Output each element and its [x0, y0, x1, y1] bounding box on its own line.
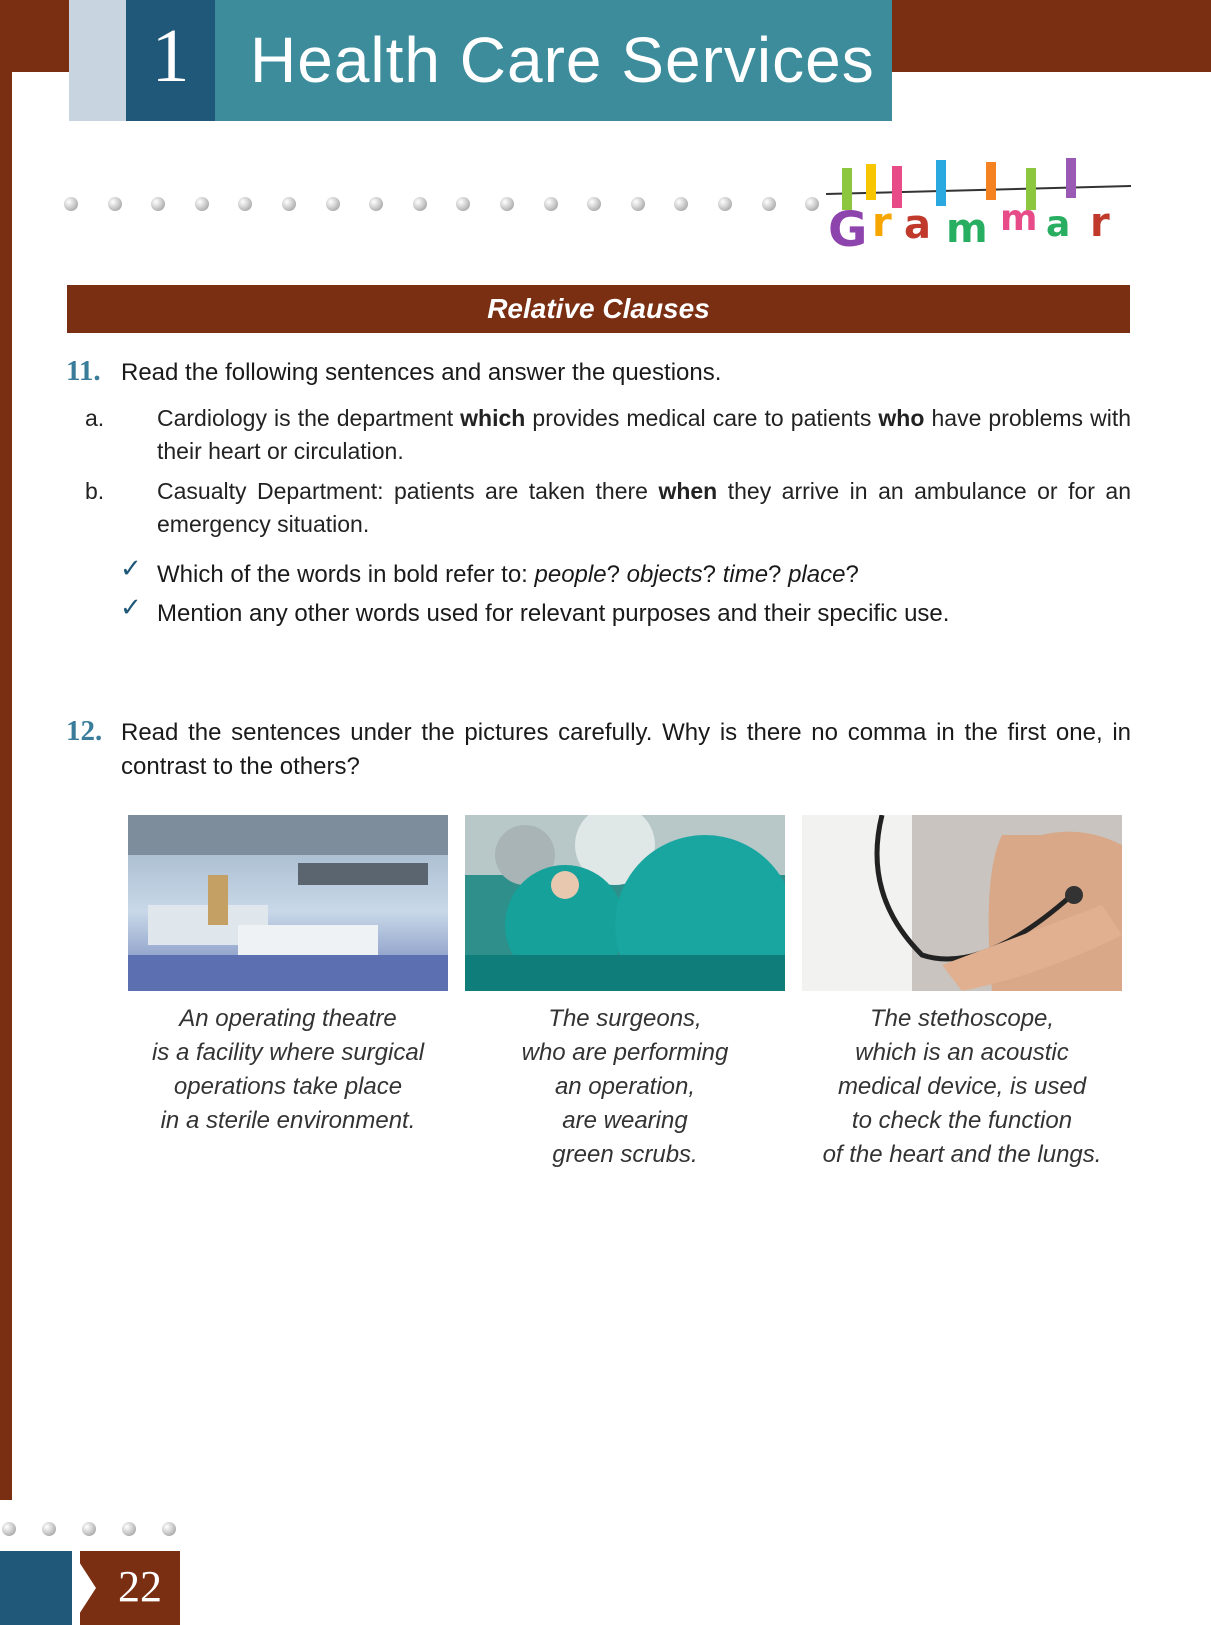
item-a	[85, 402, 1131, 468]
svg-text:a: a	[904, 202, 931, 248]
check-1-text: Which of the words in bold refer to:	[157, 561, 535, 588]
caption-surgeons	[465, 1002, 785, 1172]
divider-dot	[282, 197, 296, 211]
caption-operating-theatre	[128, 1002, 448, 1138]
caption-line: in a sterile environment.	[160, 1107, 416, 1134]
divider-dot	[151, 197, 165, 211]
bold-which: which	[460, 405, 526, 431]
item-b	[85, 475, 1131, 541]
divider-dot	[413, 197, 427, 211]
operating-theatre-photo	[128, 815, 448, 991]
bold-when: when	[658, 478, 718, 504]
caption-line: medical device, is used	[837, 1073, 1087, 1100]
item-a-text-3: have problems with their heart or circulation.	[157, 405, 1131, 464]
divider-dot	[500, 197, 514, 211]
question-11-prompt: Read the following sentences and answer the questions.	[121, 359, 722, 386]
caption-line: to check the function	[851, 1107, 1073, 1134]
divider-dot	[195, 197, 209, 211]
qmark: ?	[845, 561, 859, 588]
footer-dot	[82, 1522, 96, 1536]
dotted-divider	[64, 197, 834, 219]
check-item-1	[157, 558, 1137, 592]
left-border-gap	[12, 72, 22, 1500]
item-b-label: b.	[85, 478, 105, 504]
caption-line: who are performing	[521, 1039, 729, 1066]
left-border	[0, 0, 12, 1500]
chapter-number: 1	[151, 14, 190, 98]
caption-line: An operating theatre	[179, 1005, 397, 1032]
item-a-text-1: Cardiology is the department	[157, 405, 461, 431]
qmark: ?	[606, 561, 620, 588]
caption-line: operations take place	[173, 1073, 403, 1100]
page-footer-accent	[0, 1551, 72, 1625]
stethoscope-photo	[802, 815, 1122, 991]
caption-stethoscope	[802, 1002, 1122, 1172]
surgeons-photo	[465, 815, 785, 991]
item-a-label: a.	[85, 405, 105, 431]
caption-line: The stethoscope,	[869, 1005, 1055, 1032]
footer-dot	[2, 1522, 16, 1536]
item-b-text-1: Casualty Department: patients are taken there	[157, 478, 659, 504]
caption-line: an operation,	[554, 1073, 696, 1100]
word-people: people	[534, 561, 607, 588]
chapter-title: Health Care Services	[250, 24, 875, 96]
divider-dot	[456, 197, 470, 211]
svg-text:G: G	[828, 202, 868, 258]
divider-dot	[631, 197, 645, 211]
divider-dot	[369, 197, 383, 211]
divider-dot	[718, 197, 732, 211]
page-chevron	[72, 1551, 96, 1625]
footer-dot	[162, 1522, 176, 1536]
divider-dot	[326, 197, 340, 211]
section-title: Relative Clauses	[487, 293, 710, 324]
check-icon: ✓	[120, 592, 142, 622]
svg-text:r: r	[872, 200, 892, 246]
caption-line: is a facility where surgical	[151, 1039, 425, 1066]
divider-dot	[238, 197, 252, 211]
page-number: 22	[118, 1562, 162, 1611]
word-place: place	[788, 561, 846, 588]
divider-dot	[544, 197, 558, 211]
caption-line: green scrubs.	[552, 1141, 698, 1168]
footer-dot	[42, 1522, 56, 1536]
qmark: ?	[768, 561, 782, 588]
caption-line: are wearing	[562, 1107, 688, 1134]
item-b-text-2: they arrive in an ambulance or for an emergency situation.	[157, 478, 1131, 537]
qmark: ?	[702, 561, 717, 588]
check-item-2: Mention any other words used for relevant purposes and their specific use.	[157, 600, 950, 627]
svg-text:m: m	[946, 206, 988, 252]
divider-dot	[762, 197, 776, 211]
divider-dot	[108, 197, 122, 211]
svg-text:m: m	[1000, 198, 1038, 239]
footer-dots	[0, 1522, 200, 1538]
question-number-11: 11.	[66, 355, 101, 387]
caption-line: The surgeons,	[548, 1005, 702, 1032]
word-time: time	[722, 561, 769, 588]
check-icon: ✓	[120, 553, 142, 583]
question-12-prompt: Read the sentences under the pictures carefully. Why is there no comma in the first one, in contrast to the others?	[121, 719, 1131, 780]
divider-dot	[64, 197, 78, 211]
divider-dot	[674, 197, 688, 211]
word-objects: objects	[626, 561, 703, 588]
caption-line: of the heart and the lungs.	[822, 1141, 1102, 1168]
divider-dot	[805, 197, 819, 211]
chapter-accent	[69, 0, 126, 121]
grammar-logo	[826, 158, 1136, 258]
question-number-12: 12.	[66, 715, 103, 747]
footer-dot	[122, 1522, 136, 1536]
divider-dot	[587, 197, 601, 211]
bold-who: who	[878, 405, 925, 431]
item-a-text-2: provides medical care to patients	[525, 405, 879, 431]
svg-text:a: a	[1046, 204, 1071, 245]
svg-text:r: r	[1090, 200, 1110, 246]
caption-line: which is an acoustic	[855, 1039, 1069, 1066]
